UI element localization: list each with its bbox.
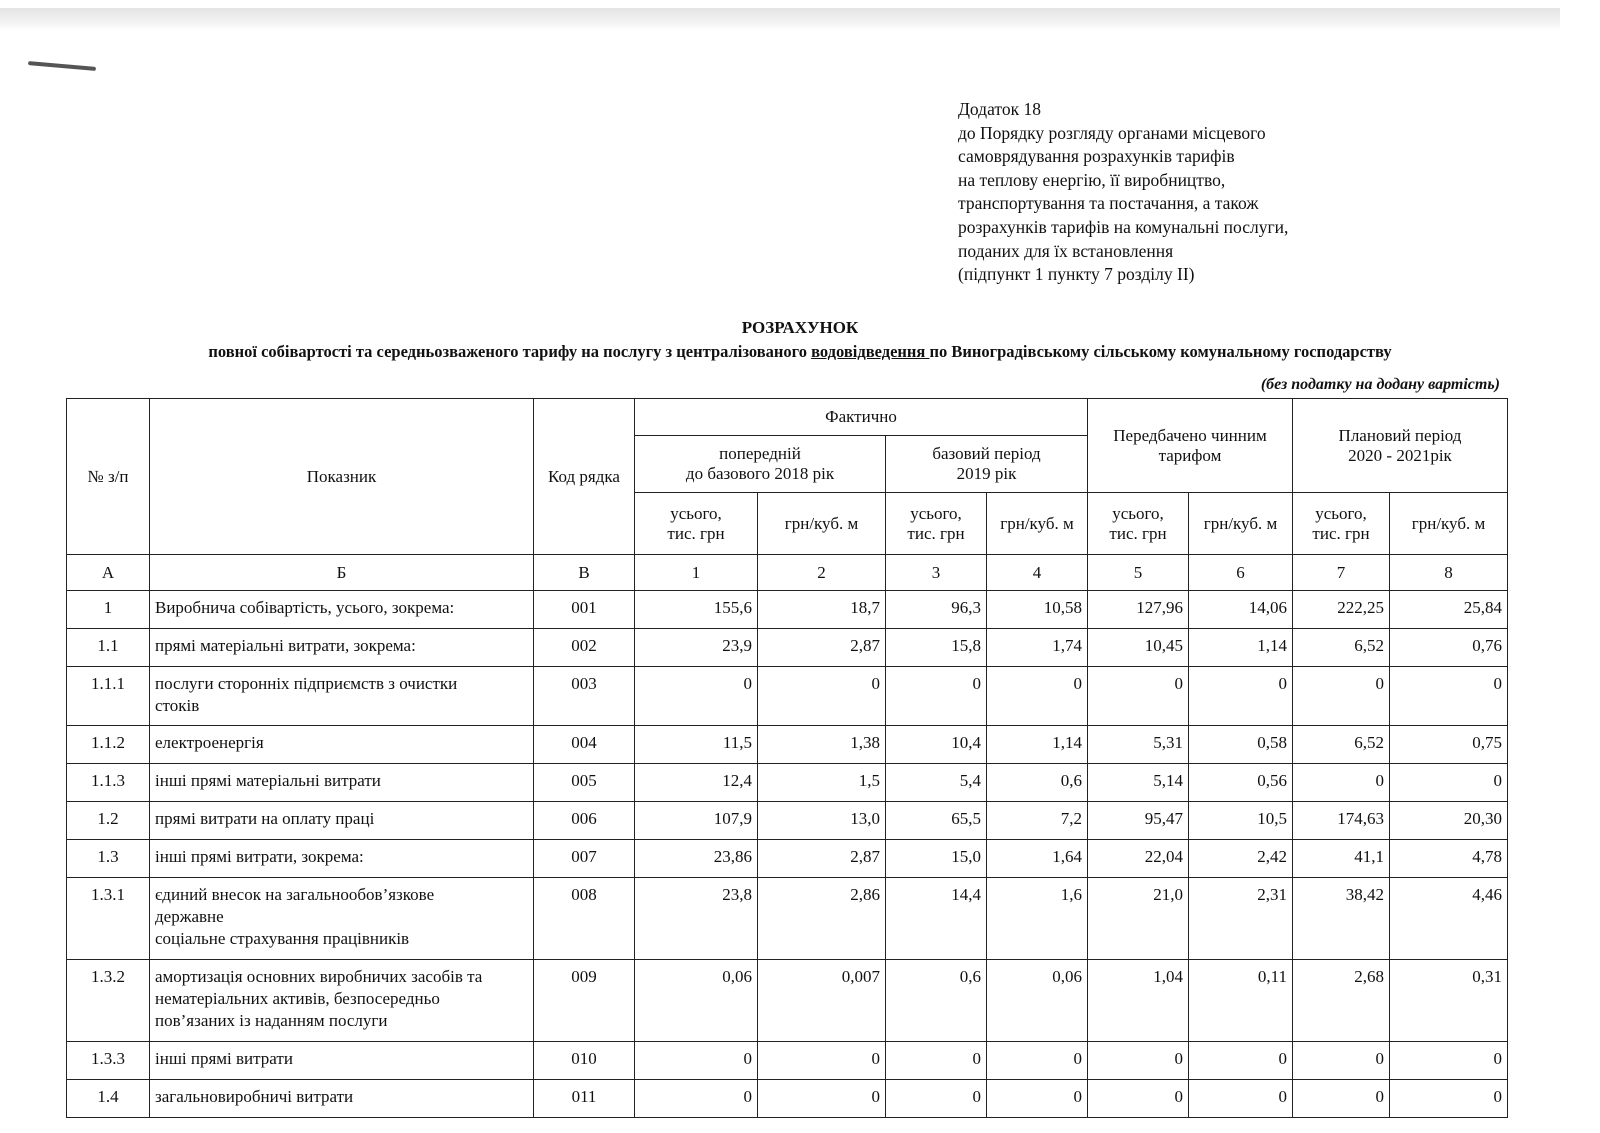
table-row [67, 667, 1508, 726]
row-indicator [150, 629, 534, 667]
header-line: тис. грн [907, 523, 965, 543]
row-num: 1.2 [67, 802, 150, 840]
column-letter: В [534, 555, 635, 591]
indicator-line: соціальне страхування працівників [155, 929, 410, 948]
value-cell: 0,007 [758, 960, 886, 1042]
row-indicator [150, 726, 534, 764]
header-per-unit: грн/куб. м [1189, 493, 1293, 555]
value-cell: 5,4 [886, 764, 987, 802]
subtitle-service: водовідведення [811, 342, 930, 361]
value-cell: 21,0 [1088, 878, 1189, 960]
value-cell: 0 [1390, 1080, 1508, 1118]
column-letter-row [67, 555, 1508, 591]
value-cell: 0 [1088, 1042, 1189, 1080]
header-total [886, 493, 987, 555]
indicator-line: електроенергія [155, 733, 264, 752]
header-planned [1293, 399, 1508, 493]
value-cell: 0,75 [1390, 726, 1508, 764]
row-code: 006 [534, 802, 635, 840]
table-row [67, 1042, 1508, 1080]
value-cell: 12,4 [635, 764, 758, 802]
value-cell: 14,06 [1189, 591, 1293, 629]
value-cell: 20,30 [1390, 802, 1508, 840]
header-row [67, 399, 1508, 436]
document-subtitle [0, 342, 1600, 362]
column-letter: А [67, 555, 150, 591]
table-row [67, 591, 1508, 629]
indicator-line: прямі матеріальні витрати, зокрема: [155, 636, 416, 655]
value-cell: 0 [1293, 667, 1390, 726]
value-cell: 25,84 [1390, 591, 1508, 629]
appendix-note [958, 98, 1288, 287]
header-line: 2019 рік [956, 464, 1017, 483]
value-cell: 1,5 [758, 764, 886, 802]
value-cell: 0,56 [1189, 764, 1293, 802]
value-cell: 10,45 [1088, 629, 1189, 667]
column-letter: 8 [1390, 555, 1508, 591]
value-cell: 6,52 [1293, 629, 1390, 667]
value-cell: 0,58 [1189, 726, 1293, 764]
calculation-table [66, 398, 1508, 1118]
scan-edge-shadow [0, 8, 1560, 30]
value-cell: 18,7 [758, 591, 886, 629]
header-per-unit: грн/куб. м [1390, 493, 1508, 555]
indicator-line: прямі витрати на оплату праці [155, 809, 375, 828]
value-cell: 15,0 [886, 840, 987, 878]
appendix-line: розрахунків тарифів на комунальні послуги, [958, 216, 1289, 237]
table-row [67, 1080, 1508, 1118]
column-letter: 2 [758, 555, 886, 591]
appendix-line: Додаток 18 [958, 99, 1041, 119]
row-code: 010 [534, 1042, 635, 1080]
appendix-line: поданих для їх встановлення [958, 240, 1174, 261]
value-cell: 23,86 [635, 840, 758, 878]
value-cell: 1,14 [1189, 629, 1293, 667]
value-cell: 1,14 [987, 726, 1088, 764]
row-num: 1 [67, 591, 150, 629]
header-line: усього, [910, 503, 962, 523]
value-cell: 23,8 [635, 878, 758, 960]
table-row [67, 629, 1508, 667]
value-cell: 15,8 [886, 629, 987, 667]
value-cell: 7,2 [987, 802, 1088, 840]
value-cell: 5,14 [1088, 764, 1189, 802]
value-cell: 4,46 [1390, 878, 1508, 960]
value-cell: 65,5 [886, 802, 987, 840]
table-row [67, 726, 1508, 764]
value-cell: 0 [635, 1080, 758, 1118]
value-cell: 1,74 [987, 629, 1088, 667]
header-line: до базового 2018 рік [685, 464, 835, 483]
header-line: базовий період [932, 444, 1041, 463]
table-row [67, 802, 1508, 840]
table-row [67, 960, 1508, 1042]
value-cell: 0,11 [1189, 960, 1293, 1042]
header-line: тис. грн [1312, 523, 1370, 543]
document-title: РОЗРАХУНОК [741, 318, 859, 337]
header-total [635, 493, 758, 555]
value-cell: 174,63 [1293, 802, 1390, 840]
column-letter: 3 [886, 555, 987, 591]
value-cell: 0 [886, 1080, 987, 1118]
value-cell: 4,78 [1390, 840, 1508, 878]
row-num: 1.3.3 [67, 1042, 150, 1080]
value-cell: 0 [987, 1080, 1088, 1118]
value-cell: 2,31 [1189, 878, 1293, 960]
value-cell: 14,4 [886, 878, 987, 960]
table-row [67, 840, 1508, 878]
indicator-line: амортизація основних виробничих засобів та [155, 967, 483, 986]
row-indicator [150, 667, 534, 726]
value-cell: 0 [1390, 667, 1508, 726]
value-cell: 0 [1293, 764, 1390, 802]
row-num: 1.4 [67, 1080, 150, 1118]
value-cell: 0,76 [1390, 629, 1508, 667]
value-cell: 96,3 [886, 591, 987, 629]
row-indicator [150, 960, 534, 1042]
value-cell: 2,68 [1293, 960, 1390, 1042]
column-letter: 5 [1088, 555, 1189, 591]
value-cell: 0 [635, 1042, 758, 1080]
row-num: 1.3.2 [67, 960, 150, 1042]
value-cell: 0 [1088, 1080, 1189, 1118]
header-num: № з/п [67, 399, 150, 555]
row-code: 003 [534, 667, 635, 726]
value-cell: 5,31 [1088, 726, 1189, 764]
table-row [67, 764, 1508, 802]
row-indicator [150, 878, 534, 960]
value-cell: 107,9 [635, 802, 758, 840]
value-cell: 10,4 [886, 726, 987, 764]
indicator-line: інші прямі матеріальні витрати [155, 771, 381, 790]
value-cell: 23,9 [635, 629, 758, 667]
header-total [1293, 493, 1390, 555]
value-cell: 0 [1293, 1080, 1390, 1118]
row-num: 1.1.2 [67, 726, 150, 764]
indicator-line: інші прямі витрати [155, 1049, 293, 1068]
value-cell: 0 [758, 667, 886, 726]
row-indicator [150, 1080, 534, 1118]
value-cell: 0,06 [987, 960, 1088, 1042]
value-cell: 0 [1189, 1080, 1293, 1118]
row-code: 009 [534, 960, 635, 1042]
row-num: 1.1.1 [67, 667, 150, 726]
row-indicator [150, 802, 534, 840]
column-letter: Б [150, 555, 534, 591]
header-line: Плановий період [1338, 425, 1462, 445]
indicator-line: інші прямі витрати, зокрема: [155, 847, 364, 866]
subtitle-part: по Виноградівському сільському комунальному господарству [929, 342, 1392, 361]
column-letter: 1 [635, 555, 758, 591]
value-cell: 0 [758, 1042, 886, 1080]
header-line: тарифом [1158, 445, 1222, 465]
column-letter: 7 [1293, 555, 1390, 591]
row-code: 005 [534, 764, 635, 802]
value-cell: 0,6 [987, 764, 1088, 802]
indicator-line: пов’язаних із наданням послуги [155, 1011, 388, 1030]
value-cell: 127,96 [1088, 591, 1189, 629]
appendix-line: самоврядування розрахунків тарифів [958, 146, 1235, 167]
header-line: тис. грн [1109, 523, 1167, 543]
indicator-line: загальновиробничі витрати [155, 1087, 354, 1106]
header-prev-period [635, 436, 886, 493]
column-letter: 4 [987, 555, 1088, 591]
header-line: тис. грн [667, 523, 725, 543]
indicator-line: Виробнича собівартість, усього, зокрема: [155, 598, 455, 617]
row-code: 002 [534, 629, 635, 667]
header-line: попередній [719, 444, 801, 463]
indicator-line: стоків [155, 696, 200, 715]
value-cell: 38,42 [1293, 878, 1390, 960]
value-cell: 22,04 [1088, 840, 1189, 878]
value-cell: 2,87 [758, 629, 886, 667]
value-cell: 1,64 [987, 840, 1088, 878]
column-letter: 6 [1189, 555, 1293, 591]
value-cell: 155,6 [635, 591, 758, 629]
appendix-line: транспортування та постачання, а також [958, 193, 1259, 214]
row-code: 004 [534, 726, 635, 764]
subtitle-part: повної собівартості та середньозваженого тарифу на послугу з централізованого [208, 342, 812, 361]
value-cell: 10,5 [1189, 802, 1293, 840]
header-line: усього, [1112, 503, 1164, 523]
value-cell: 2,87 [758, 840, 886, 878]
value-cell: 0 [1390, 764, 1508, 802]
table-row [67, 878, 1508, 960]
value-cell: 2,42 [1189, 840, 1293, 878]
value-cell: 1,6 [987, 878, 1088, 960]
row-num: 1.3.1 [67, 878, 150, 960]
row-indicator [150, 764, 534, 802]
row-num: 1.1.3 [67, 764, 150, 802]
indicator-line: нематеріальних активів, безпосередньо [155, 989, 440, 1008]
row-num: 1.3 [67, 840, 150, 878]
value-cell: 0,31 [1390, 960, 1508, 1042]
value-cell: 2,86 [758, 878, 886, 960]
header-line: усього, [1315, 503, 1367, 523]
header-line: усього, [670, 503, 722, 523]
value-cell: 6,52 [1293, 726, 1390, 764]
value-cell: 0 [987, 667, 1088, 726]
value-cell: 0 [1189, 667, 1293, 726]
row-indicator [150, 840, 534, 878]
indicator-line: єдиний внесок на загальнообов’язкове [155, 885, 435, 904]
value-cell: 10,58 [987, 591, 1088, 629]
vat-note: (без податку на додану вартість) [1260, 376, 1500, 393]
value-cell: 0 [886, 1042, 987, 1080]
value-cell: 41,1 [1293, 840, 1390, 878]
value-cell: 11,5 [635, 726, 758, 764]
value-cell: 1,04 [1088, 960, 1189, 1042]
appendix-line: (підпункт 1 пункту 7 розділу ІІ) [958, 264, 1195, 285]
row-num: 1.1 [67, 629, 150, 667]
value-cell: 0 [1189, 1042, 1293, 1080]
header-line: Передбачено чинним [1113, 425, 1267, 445]
row-code: 001 [534, 591, 635, 629]
header-code: Код рядка [534, 399, 635, 555]
row-indicator [150, 1042, 534, 1080]
header-actual: Фактично [635, 399, 1088, 436]
value-cell: 0 [635, 667, 758, 726]
row-indicator [150, 591, 534, 629]
header-line: 2020 - 2021рік [1348, 445, 1452, 465]
header-base-period [886, 436, 1088, 493]
value-cell: 0 [886, 667, 987, 726]
value-cell: 1,38 [758, 726, 886, 764]
appendix-line: до Порядку розгляду органами місцевого [958, 122, 1266, 143]
row-code: 008 [534, 878, 635, 960]
header-indicator: Показник [150, 399, 534, 555]
value-cell: 0 [1390, 1042, 1508, 1080]
indicator-line: державне [155, 907, 224, 926]
value-cell: 222,25 [1293, 591, 1390, 629]
value-cell: 0 [987, 1042, 1088, 1080]
value-cell: 0,06 [635, 960, 758, 1042]
value-cell: 0 [1088, 667, 1189, 726]
value-cell: 0,6 [886, 960, 987, 1042]
value-cell: 0 [1293, 1042, 1390, 1080]
header-current-tariff [1088, 399, 1293, 493]
value-cell: 95,47 [1088, 802, 1189, 840]
value-cell: 0 [758, 1080, 886, 1118]
pen-mark [28, 61, 96, 71]
row-code: 007 [534, 840, 635, 878]
value-cell: 13,0 [758, 802, 886, 840]
header-per-unit: грн/куб. м [987, 493, 1088, 555]
row-code: 011 [534, 1080, 635, 1118]
header-total [1088, 493, 1189, 555]
indicator-line: послуги сторонніх підприємств з очистки [155, 674, 458, 693]
header-per-unit: грн/куб. м [758, 493, 886, 555]
appendix-line: на теплову енергію, її виробництво, [958, 169, 1226, 190]
